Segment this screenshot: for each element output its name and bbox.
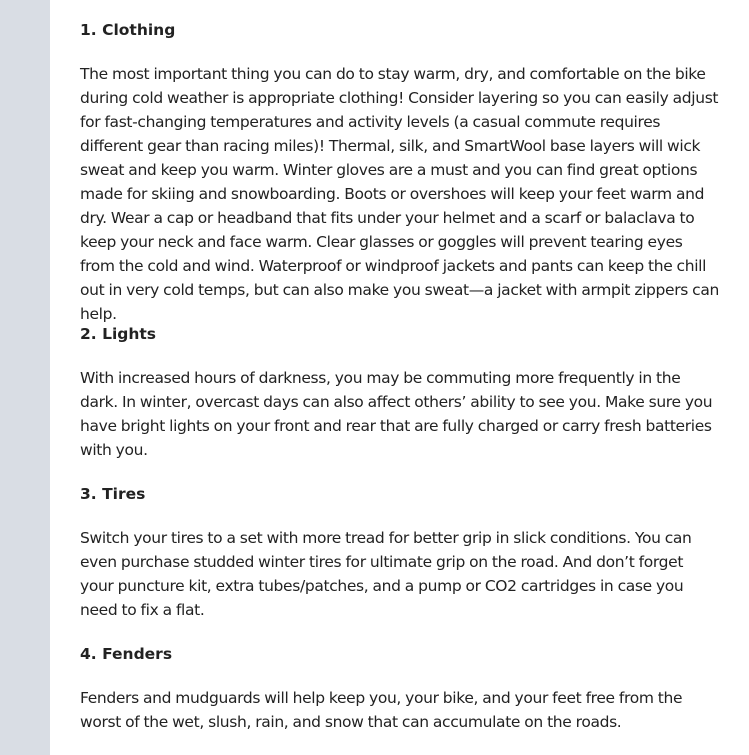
section-body-lights: With increased hours of darkness, you may be commuting more frequently in the dark. In winter, overcast days can also affect others’ ability to see you. Make sure you have bright lights on your front and rear that are fully charged or carry fresh batteries with you. <box>80 369 713 459</box>
section-body-tires: Switch your tires to a set with more tread for better grip in slick conditions. You can even purchase studded winter tires for ultimate grip on the road. And don’t forget your puncture kit, extra tubes/patches, and a pump or CO2 cartridges in case you need to fix a flat. <box>80 529 692 619</box>
section-heading-clothing: 1. Clothing <box>80 21 176 39</box>
left-side-band <box>0 0 50 755</box>
section-heading-lights: 2. Lights <box>80 325 157 343</box>
section-heading-fenders: 4. Fenders <box>80 645 173 663</box>
section-body-fenders: Fenders and mudguards will help keep you, your bike, and your feet free from the worst of the wet, slush, rain, and snow that can accumulate on the roads. <box>80 689 683 731</box>
section-body-clothing: The most important thing you can do to stay warm, dry, and comfortable on the bike during cold weather is appropriate clothing! Consider layering so you can easily adjust for fast-changing temperatures and activity levels (a casual commute requires different gear than racing miles)! Thermal, silk, and SmartWool base layers will wick sweat and keep you warm. Winter gloves are a must and you can find great options made for skiing and snowboarding. Boots or overshoes will keep your feet warm and dry. Wear a cap or headband that fits under your helmet and a scarf or balaclava to keep your neck and face warm. Clear glasses or goggles will prevent tearing eyes from the cold and wind. Waterproof or windproof jackets and pants can keep the chill out in very cold temps, but can also make you sweat—a jacket with armpit zippers can help. <box>80 65 719 323</box>
section-heading-tires: 3. Tires <box>80 485 146 503</box>
